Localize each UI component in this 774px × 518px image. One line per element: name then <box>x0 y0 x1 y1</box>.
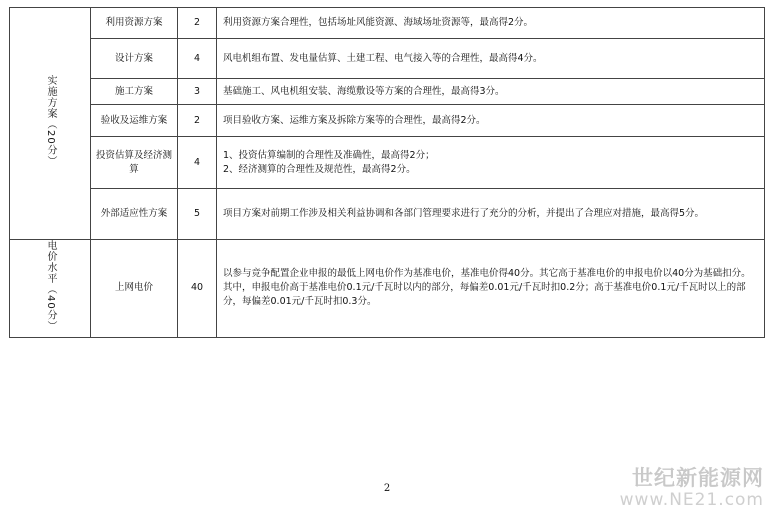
watermark-title: 世纪新能源网 <box>632 466 764 490</box>
points-cell: 2 <box>178 8 217 39</box>
watermark-logo <box>620 466 764 510</box>
points-cell: 4 <box>178 39 217 79</box>
points-cell: 5 <box>178 189 217 240</box>
watermark-url: www.NE21.com <box>619 490 764 510</box>
description-line: 利用资源方案合理性，包括场址风能资源、海域场址资源等，最高得2分。 <box>223 17 534 28</box>
item-cell: 利用资源方案 <box>91 8 178 39</box>
page-number: 2 <box>383 483 391 494</box>
points-cell: 40 <box>178 240 217 338</box>
table-row <box>10 39 765 79</box>
description-line: 项目方案对前期工作涉及相关利益协调和各部门管理要求进行了充分的分析，并提出了合理应对措施，最高得5分。 <box>223 208 705 219</box>
item-cell: 施工方案 <box>91 79 178 105</box>
scoring-table <box>9 7 765 338</box>
description-line: 1、投资估算编制的合理性及准确性，最高得2分； <box>223 149 435 161</box>
category-cell-implementation <box>10 8 91 240</box>
category-label-implementation: 实施方案（20分） <box>45 75 56 167</box>
item-cell: 设计方案 <box>91 39 178 79</box>
description-line: 以参与竞争配置企业申报的最低上网电价作为基准电价，基准电价得40分。其它高于基准电价的申报电价以40分为基础扣分。其中，申报电价高于基准电价0.1元/千瓦时以内的部分，每偏差0.01元/千瓦时扣0.2分；高于基准电价0.1元/千瓦时以上的部分，每偏差0.01元/千瓦时扣0.3分。 <box>223 268 751 308</box>
table-row <box>10 105 765 137</box>
description-cell <box>217 189 765 240</box>
table-row <box>10 137 765 189</box>
description-cell <box>217 137 765 189</box>
table-row <box>10 79 765 105</box>
category-label-price: 电价水平（40分） <box>45 240 56 332</box>
description-cell <box>217 240 765 338</box>
points-cell: 4 <box>178 137 217 189</box>
description-line: 基础施工、风电机组安装、海缆敷设等方案的合理性，最高得3分。 <box>223 85 505 97</box>
description-cell <box>217 79 765 105</box>
description-line: 项目验收方案、运维方案及拆除方案等的合理性，最高得2分。 <box>223 114 486 126</box>
description-line: 2、经济测算的合理性及规范性，最高得2分。 <box>223 163 416 175</box>
points-cell: 2 <box>178 105 217 137</box>
item-cell: 外部适应性方案 <box>91 189 178 240</box>
description-cell <box>217 8 765 39</box>
points-cell: 3 <box>178 79 217 105</box>
table-row <box>10 240 765 338</box>
item-cell: 投资估算及经济测算 <box>91 137 178 189</box>
description-cell <box>217 105 765 137</box>
table-row <box>10 189 765 240</box>
category-cell-price <box>10 240 91 338</box>
item-cell: 上网电价 <box>91 240 178 338</box>
description-line: 风电机组布置、发电量估算、土建工程、电气接入等的合理性，最高得4分。 <box>223 52 543 64</box>
item-cell: 验收及运维方案 <box>91 105 178 137</box>
table-row <box>10 8 765 39</box>
description-cell <box>217 39 765 79</box>
